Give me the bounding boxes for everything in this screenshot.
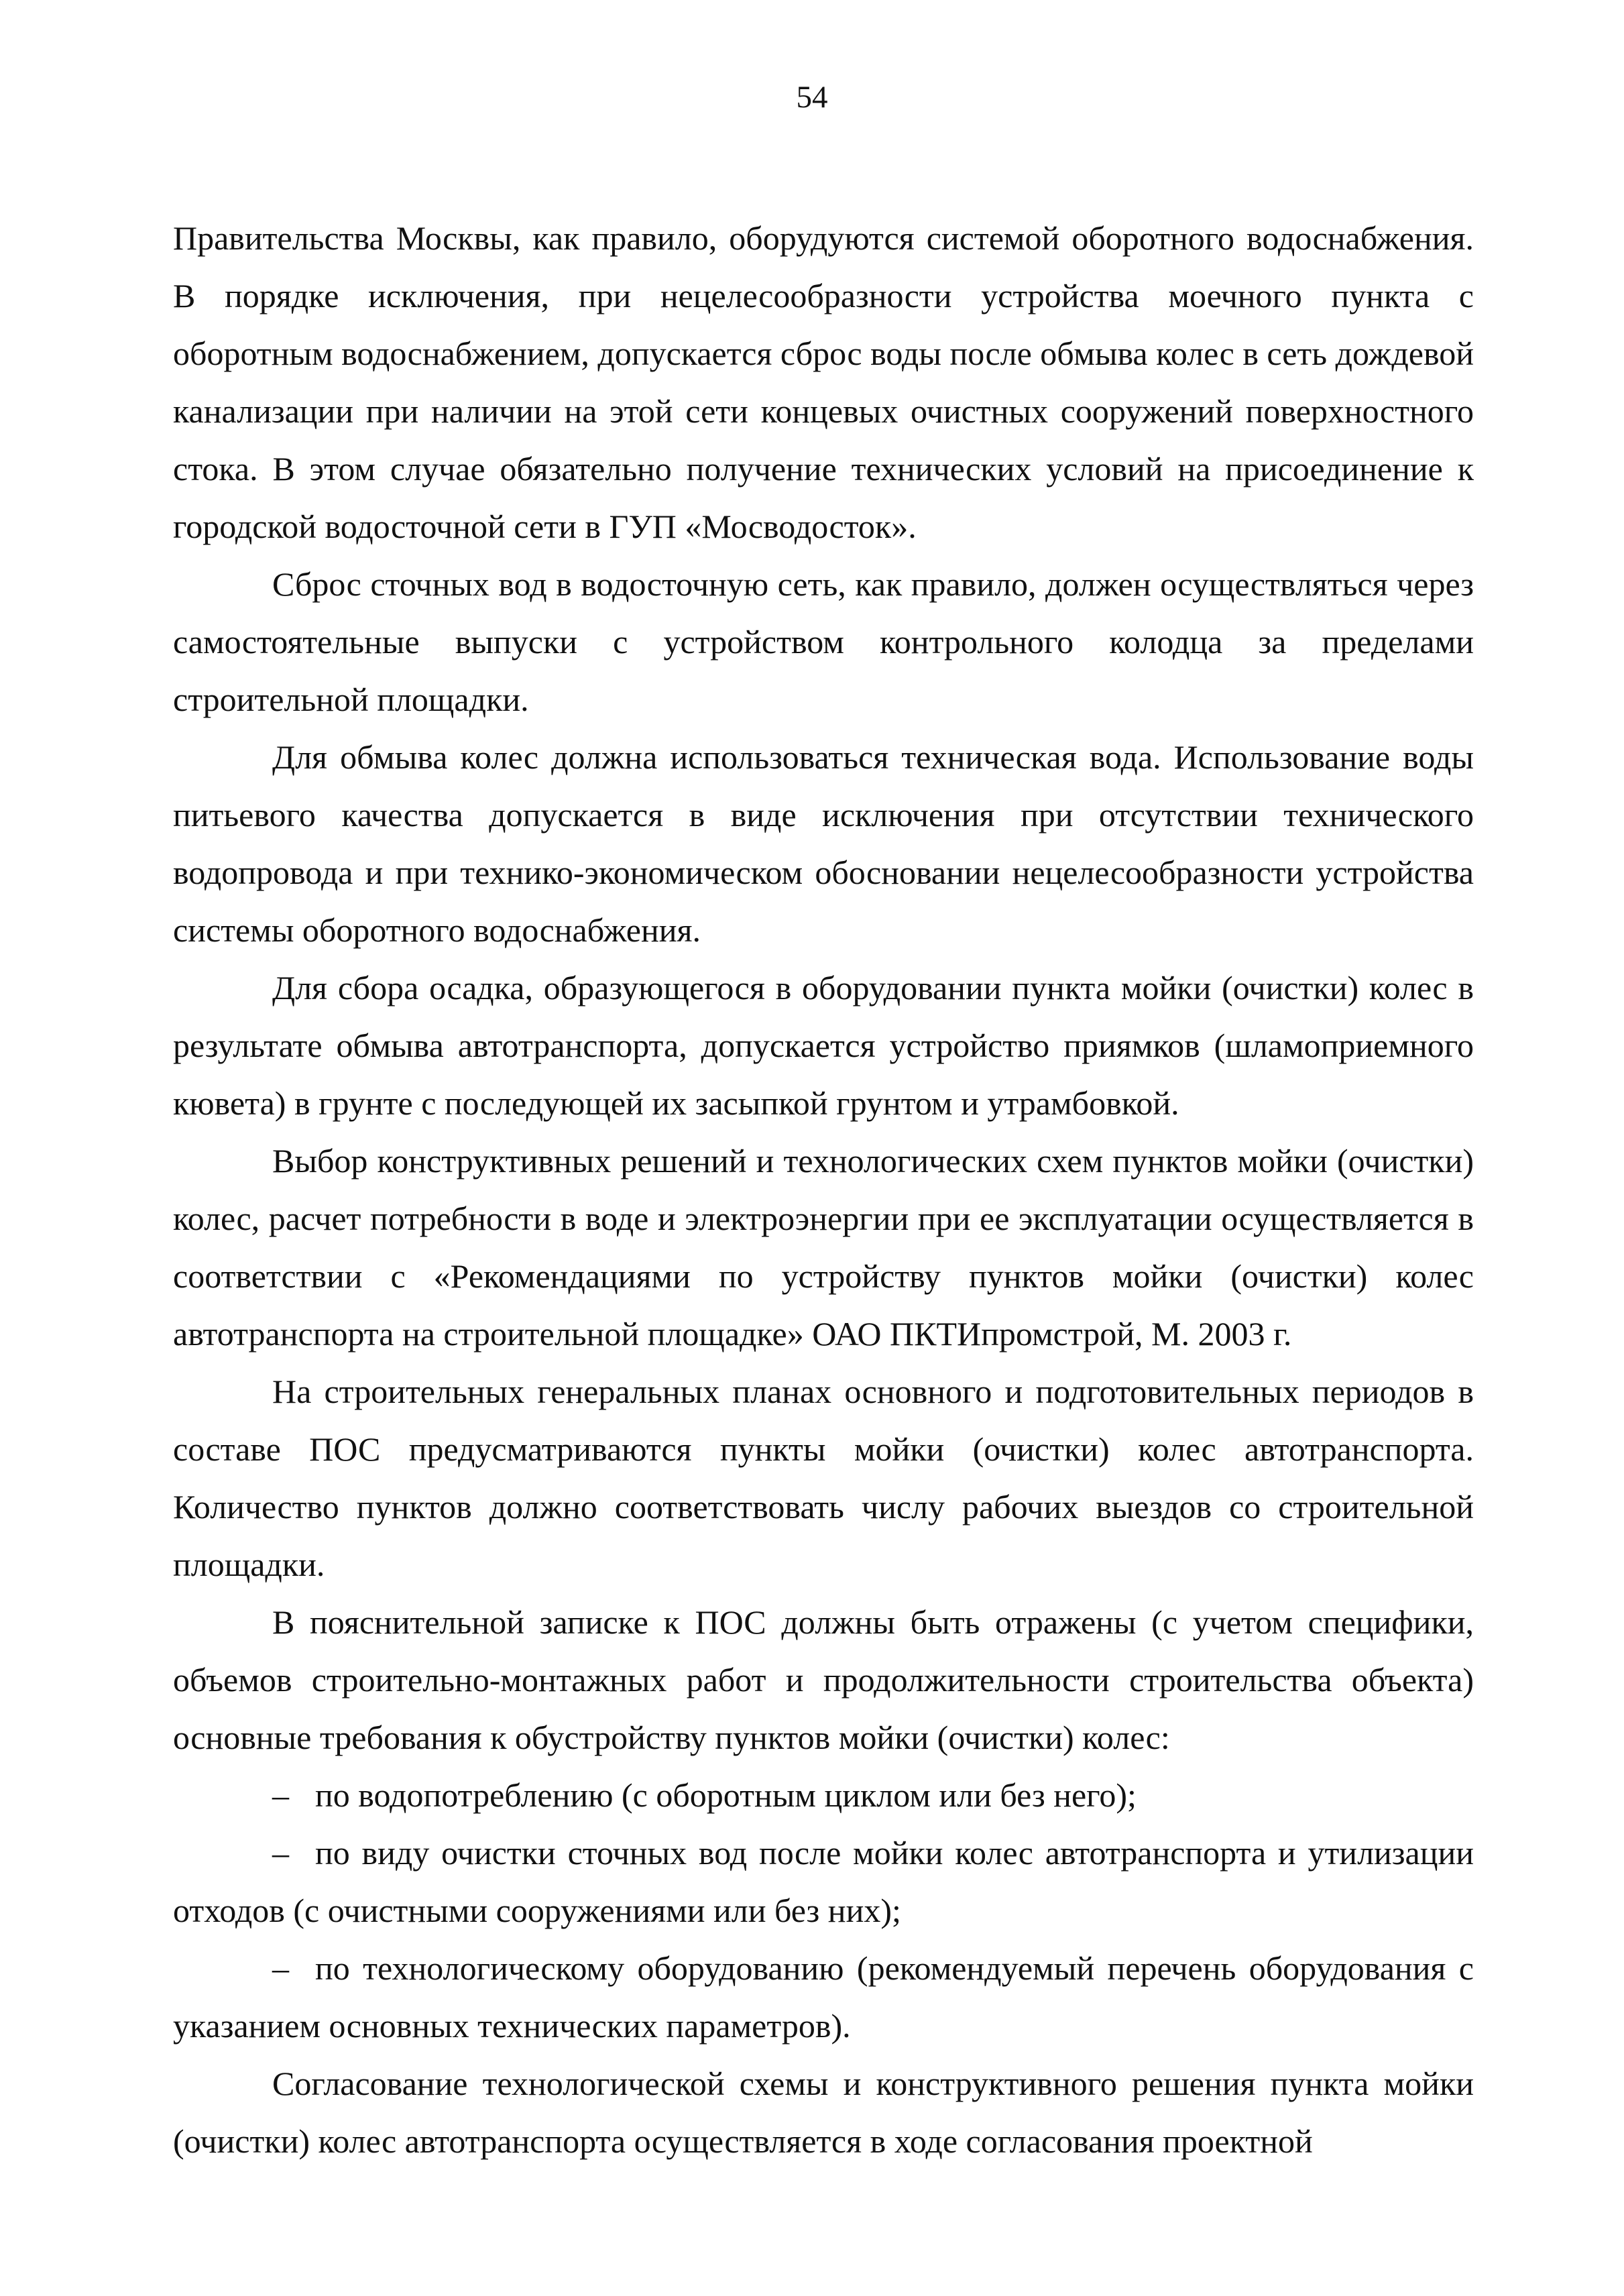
page-number: 54 [796, 80, 828, 115]
list-bullet: – [272, 1776, 289, 1814]
paragraph: Для сбора осадка, образующегося в оборудовании пункта мойки (очистки) колес в результате обмыва автотранспорта, допускается устройство приямков (шламоприемного кювета) в грунте с последующей их засыпкой грунтом и утрамбовкой. [173, 969, 1474, 1122]
list-item-text: по технологическому оборудованию (рекомендуемый перечень оборудования с указанием основных технических параметров). [173, 1949, 1474, 2045]
paragraph: Для обмыва колес должна использоваться техническая вода. Использование воды питьевого качества допускается в виде исключения при отсутствии технического водопровода и при технико-экономическом обосновании нецелесообразности устройства системы оборотного водоснабжения. [173, 738, 1474, 949]
list-item [173, 1766, 1474, 1824]
paragraph-closing: Согласование технологической схемы и конструктивного решения пункта мойки (очистки) колес автотранспорта осуществляется в ходе согласования проектной [173, 2065, 1474, 2160]
list-item [173, 1939, 1474, 2055]
paragraph: В пояснительной записке к ПОС должны быть отражены (с учетом специфики, объемов строительно-монтажных работ и продолжительности строительства объекта) основные требования к обустройству пунктов мойки (очистки) колес: [173, 1603, 1474, 1756]
list-bullet: – [272, 1949, 289, 1987]
document-body [173, 209, 1474, 2170]
list-bullet: – [272, 1834, 289, 1872]
paragraph: Выбор конструктивных решений и технологических схем пунктов мойки (очистки) колес, расчет потребности в воде и электроэнергии при ее эксплуатации осуществляется в соответствии с «Рекомендациями по устройству пунктов мойки (очистки) колес автотранспорта на строительной площадке» ОАО ПКТИпромстрой, М. 2003 г. [173, 1142, 1474, 1353]
paragraph: Сброс сточных вод в водосточную сеть, как правило, должен осуществляться через самостоятельные выпуски с устройством контрольного колодца за пределами строительной площадки. [173, 565, 1474, 718]
list-item-text: по водопотреблению (с оборотным циклом или без него); [315, 1776, 1137, 1814]
paragraph: На строительных генеральных планах основного и подготовительных периодов в составе ПОС предусматриваются пункты мойки (очистки) колес автотранспорта. Количество пунктов должно соответствовать числу рабочих выездов со строительной площадки. [173, 1373, 1474, 1583]
list-item [173, 1824, 1474, 1939]
paragraph-continuation: Правительства Москвы, как правило, оборудуются системой оборотного водоснабжения. В порядке исключения, при нецелесообразности устройства моечного пункта с оборотным водоснабжением, допускается сброс воды после обмыва колес в сеть дождевой канализации при наличии на этой сети концевых очистных сооружений поверхностного стока. В этом случае обязательно получение технических условий на присоединение к городской водосточной сети в ГУП «Мосводосток». [173, 219, 1474, 545]
list-item-text: по виду очистки сточных вод после мойки колес автотранспорта и утилизации отходов (с очистными сооружениями или без них); [173, 1834, 1474, 1929]
